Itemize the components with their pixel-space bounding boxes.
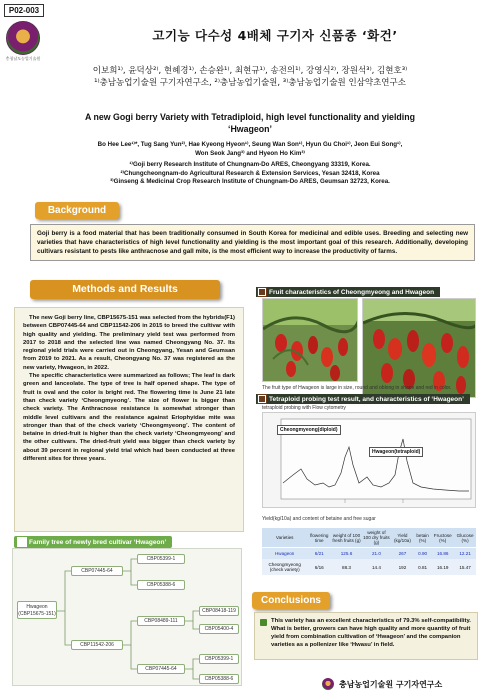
peak-label-tetraploid: Hwageon(tetraploid) bbox=[369, 447, 423, 457]
title-english-line1: A new Gogi berry Variety with Tetradiploid, high level functionality and yielding bbox=[85, 112, 415, 122]
tree-node-g1: CBP08418-119 bbox=[199, 606, 239, 616]
tetraploid-section-label-text: Tetraploid probing test result, and characteristics of ‘Hwageon’ bbox=[269, 395, 464, 403]
fruit-section-label bbox=[256, 287, 440, 297]
conclusions-heading: Conclusions bbox=[252, 592, 330, 609]
fruit-photo-cheongmyeong bbox=[262, 298, 358, 382]
authors-english-line2: Won Seok Jang³⁾ and Hyeon Ho Kim³⁾ bbox=[195, 149, 305, 157]
fruit-caption: The fruit type of Hwageon is large in size, round and oblong in shape and red in color. bbox=[262, 385, 452, 391]
institute-logo-icon bbox=[322, 678, 334, 690]
tree-node-p1-child2: CBP05388-6 bbox=[137, 580, 185, 590]
yield-header-cell: Yield (kg/10a) bbox=[391, 528, 414, 548]
berry-cluster-right-icon bbox=[363, 299, 476, 398]
yield-header-cell: weight of 100 dry fruits (g) bbox=[362, 528, 391, 548]
yield-table-caption: Yield(kg/10a) and content of betaine and free sugar bbox=[262, 516, 376, 522]
yield-header-cell: Varieties bbox=[262, 528, 307, 548]
berry-cluster-left-icon bbox=[263, 299, 358, 382]
table-cell: 0.81 bbox=[414, 559, 431, 575]
tree-node-root bbox=[17, 601, 57, 619]
tetraploid-section-label bbox=[256, 394, 470, 404]
square-bullet-icon bbox=[18, 538, 26, 546]
table-cell: 6/21 bbox=[307, 548, 331, 560]
check-bullet-icon bbox=[260, 619, 267, 626]
table-cell: 21.0 bbox=[362, 548, 391, 560]
affiliation-korean: ¹⁾충남농업기술원 구기자연구소, ²⁾충남농업기술원, ³⁾충남농업기술원 인삼약초연구소 bbox=[94, 78, 406, 88]
affiliation-english-3: ³⁾Ginseng & Medicinal Crop Research Institute of Chungnam-Do ARES, Geumsan 32723, Korea. bbox=[110, 178, 390, 185]
authors-korean: 이보희¹⁾, 윤덕상²⁾, 현혜경¹⁾, 손승완¹⁾, 최현규¹⁾, 송전의¹⁾, 강영식²⁾, 장원석³⁾, 김현호³⁾ bbox=[92, 66, 408, 76]
yield-header-cell: Glucose (%) bbox=[454, 528, 476, 548]
tree-root-code: (CBP15675-151) bbox=[18, 611, 56, 617]
yield-header-cell: Fructose (%) bbox=[431, 528, 454, 548]
yield-table-header-row bbox=[262, 528, 476, 548]
table-cell: 6/16 bbox=[307, 559, 331, 575]
tree-node-g2: CBP05400-4 bbox=[199, 624, 239, 634]
tree-node-g3: CBP05399-1 bbox=[199, 654, 239, 664]
affiliation-english-2: ²⁾Chungcheongnam-do Agricultural Research & Extension Services, Yesan 32418, Korea bbox=[120, 169, 380, 177]
table-cell: Hwageon bbox=[262, 548, 307, 560]
table-cell: 16.19 bbox=[431, 559, 454, 575]
title-english-line2: ‘Hwageon’ bbox=[228, 124, 272, 134]
table-cell: 125.6 bbox=[331, 548, 362, 560]
table-cell: 88.3 bbox=[331, 559, 362, 575]
tree-node-parent2: CBP11542-206 bbox=[71, 640, 123, 650]
table-cell: 267 bbox=[391, 548, 414, 560]
tree-root-name: Hwageon bbox=[26, 604, 48, 610]
tree-node-parent1: CBP07445-64 bbox=[71, 566, 123, 576]
table-cell: Cheongmyeong (check variety) bbox=[262, 559, 307, 575]
family-tree-label-text: Family tree of newly bred cultivar ‘Hwageon’ bbox=[29, 538, 167, 546]
table-cell: 15.47 bbox=[454, 559, 476, 575]
fruit-photo-hwageon bbox=[362, 298, 476, 398]
table-cell: 14.4 bbox=[362, 559, 391, 575]
affiliation-english-1: ¹⁾Goji berry Research Institute of Chungnam-Do ARES, Cheongyang 33319, Korea. bbox=[129, 161, 371, 168]
footer-org: 충남농업기술원 구기자연구소 bbox=[339, 679, 443, 689]
authors-english bbox=[60, 141, 440, 158]
square-bullet-icon bbox=[258, 395, 266, 403]
flow-cytometry-plot bbox=[262, 412, 476, 508]
square-bullet-icon bbox=[258, 288, 266, 296]
methods-heading: Methods and Results bbox=[30, 280, 220, 299]
peak-label-diploid: Cheongmyeong(diploid) bbox=[277, 425, 341, 435]
yield-table bbox=[262, 528, 476, 575]
family-tree-label bbox=[14, 536, 172, 548]
conclusions-text: This variety has an excellent characteristics of 79.3% self-compatibility. What is better, growers can have high quality and more quantity of fruit yield from combination cultivation of ‘Hwageon’ and the companion varieties as a pollenizer like ‘Hwasu’ in field. bbox=[271, 618, 471, 649]
background-heading: Background bbox=[35, 202, 119, 219]
flow-cytometry-caption: tetraploid probing with Flow cytometry bbox=[262, 405, 346, 411]
yield-header-cell: flowering time bbox=[307, 528, 331, 548]
tree-node-g4: CBP05388-6 bbox=[199, 674, 239, 684]
affiliations-english bbox=[60, 161, 440, 187]
table-row bbox=[262, 548, 476, 560]
table-cell: 16.86 bbox=[431, 548, 454, 560]
table-cell: 192 bbox=[391, 559, 414, 575]
tree-node-p1-child1: CBP05399-1 bbox=[137, 554, 185, 564]
table-row bbox=[262, 559, 476, 575]
tree-node-p2-child1: CBP08489-111 bbox=[137, 616, 185, 626]
yield-header-cell: betain (%) bbox=[414, 528, 431, 548]
authors-english-line1: Bo Hee Lee¹⁾*, Tug Sang Yun²⁾, Hae Kyeong Hyeon¹⁾, Seung Wan Son¹⁾, Hyun Gu Choi¹⁾, Jeon Eui Song¹⁾, bbox=[97, 141, 403, 148]
family-tree-diagram bbox=[12, 548, 242, 686]
title-english bbox=[60, 111, 440, 135]
methods-text bbox=[14, 307, 244, 532]
footer bbox=[322, 678, 442, 690]
title-korean: 고기능 다수성 4배체 구기자 신품종 ‘화건’ bbox=[152, 28, 398, 43]
methods-paragraph-1: The new Goji berry line, CBP15675-151 was selected from the hybrids(F1) between CBP07445-64 and CBP11542-206 in 2015 to breed the cultivar with high quality and yielding. The preliminary yield test was performed from 2017 to 2018 and the selected line was named Cheongyang No. 37. Its regional yield trials were carried out in Cheongyang, Yesan and Geumsan from 2019 to 2021. As a result, Cheongyang No. 37 was registered as the new variety, Hwageon, in 2022. bbox=[23, 315, 235, 371]
conclusions-box bbox=[254, 612, 478, 660]
yield-header-cell: weight of 100 fresh fruits (g) bbox=[331, 528, 362, 548]
methods-paragraph-2: The specific characteristics were summarized as follows; The leaf is dark green and lanceolate. The type of tree is half opened shape. The type of fruit is oval and the color is bright red. The flowering time is June 21 late than check variety ‘Cheongmyeong’. The size of flower is bigger than check variety. The Anthracnose resistance is somewhat stronger than middle level cultivars and the resistance against Eriophyidae mite was stronger than that of the check variety ‘Cheongmyeong’. The content of betaine in dried-fruit is higher than the check variety ‘Cheongmyeong’ and the other cultivars. The dried-fruit yield was bigger than check variety by about 39 percent in regional yield trial which had been conducted at three different sites for three years. bbox=[23, 373, 235, 463]
institute-logo-icon bbox=[6, 21, 40, 55]
fruit-section-label-text: Fruit characteristics of Cheongmyeong and Hwageon bbox=[269, 288, 435, 296]
logo-caption: 충청남도농업기술원 bbox=[5, 56, 41, 61]
background-text: Goji berry is a food material that has been traditionally consumed in South Korea for medicinal and edible uses. Breeding and selecting new varieties that have characteristics of high level functionality and yielding is the most important goal of this research. Additionally, developing cultivars resistant to pests like anthracnose and gall mite, is the most efficient way to increase the productivity of farms. bbox=[30, 224, 475, 261]
tree-node-p2-child2: CBP07445-64 bbox=[137, 664, 185, 674]
table-cell: 12.21 bbox=[454, 548, 476, 560]
table-cell: 0.90 bbox=[414, 548, 431, 560]
poster-id: P02-003 bbox=[4, 4, 44, 17]
